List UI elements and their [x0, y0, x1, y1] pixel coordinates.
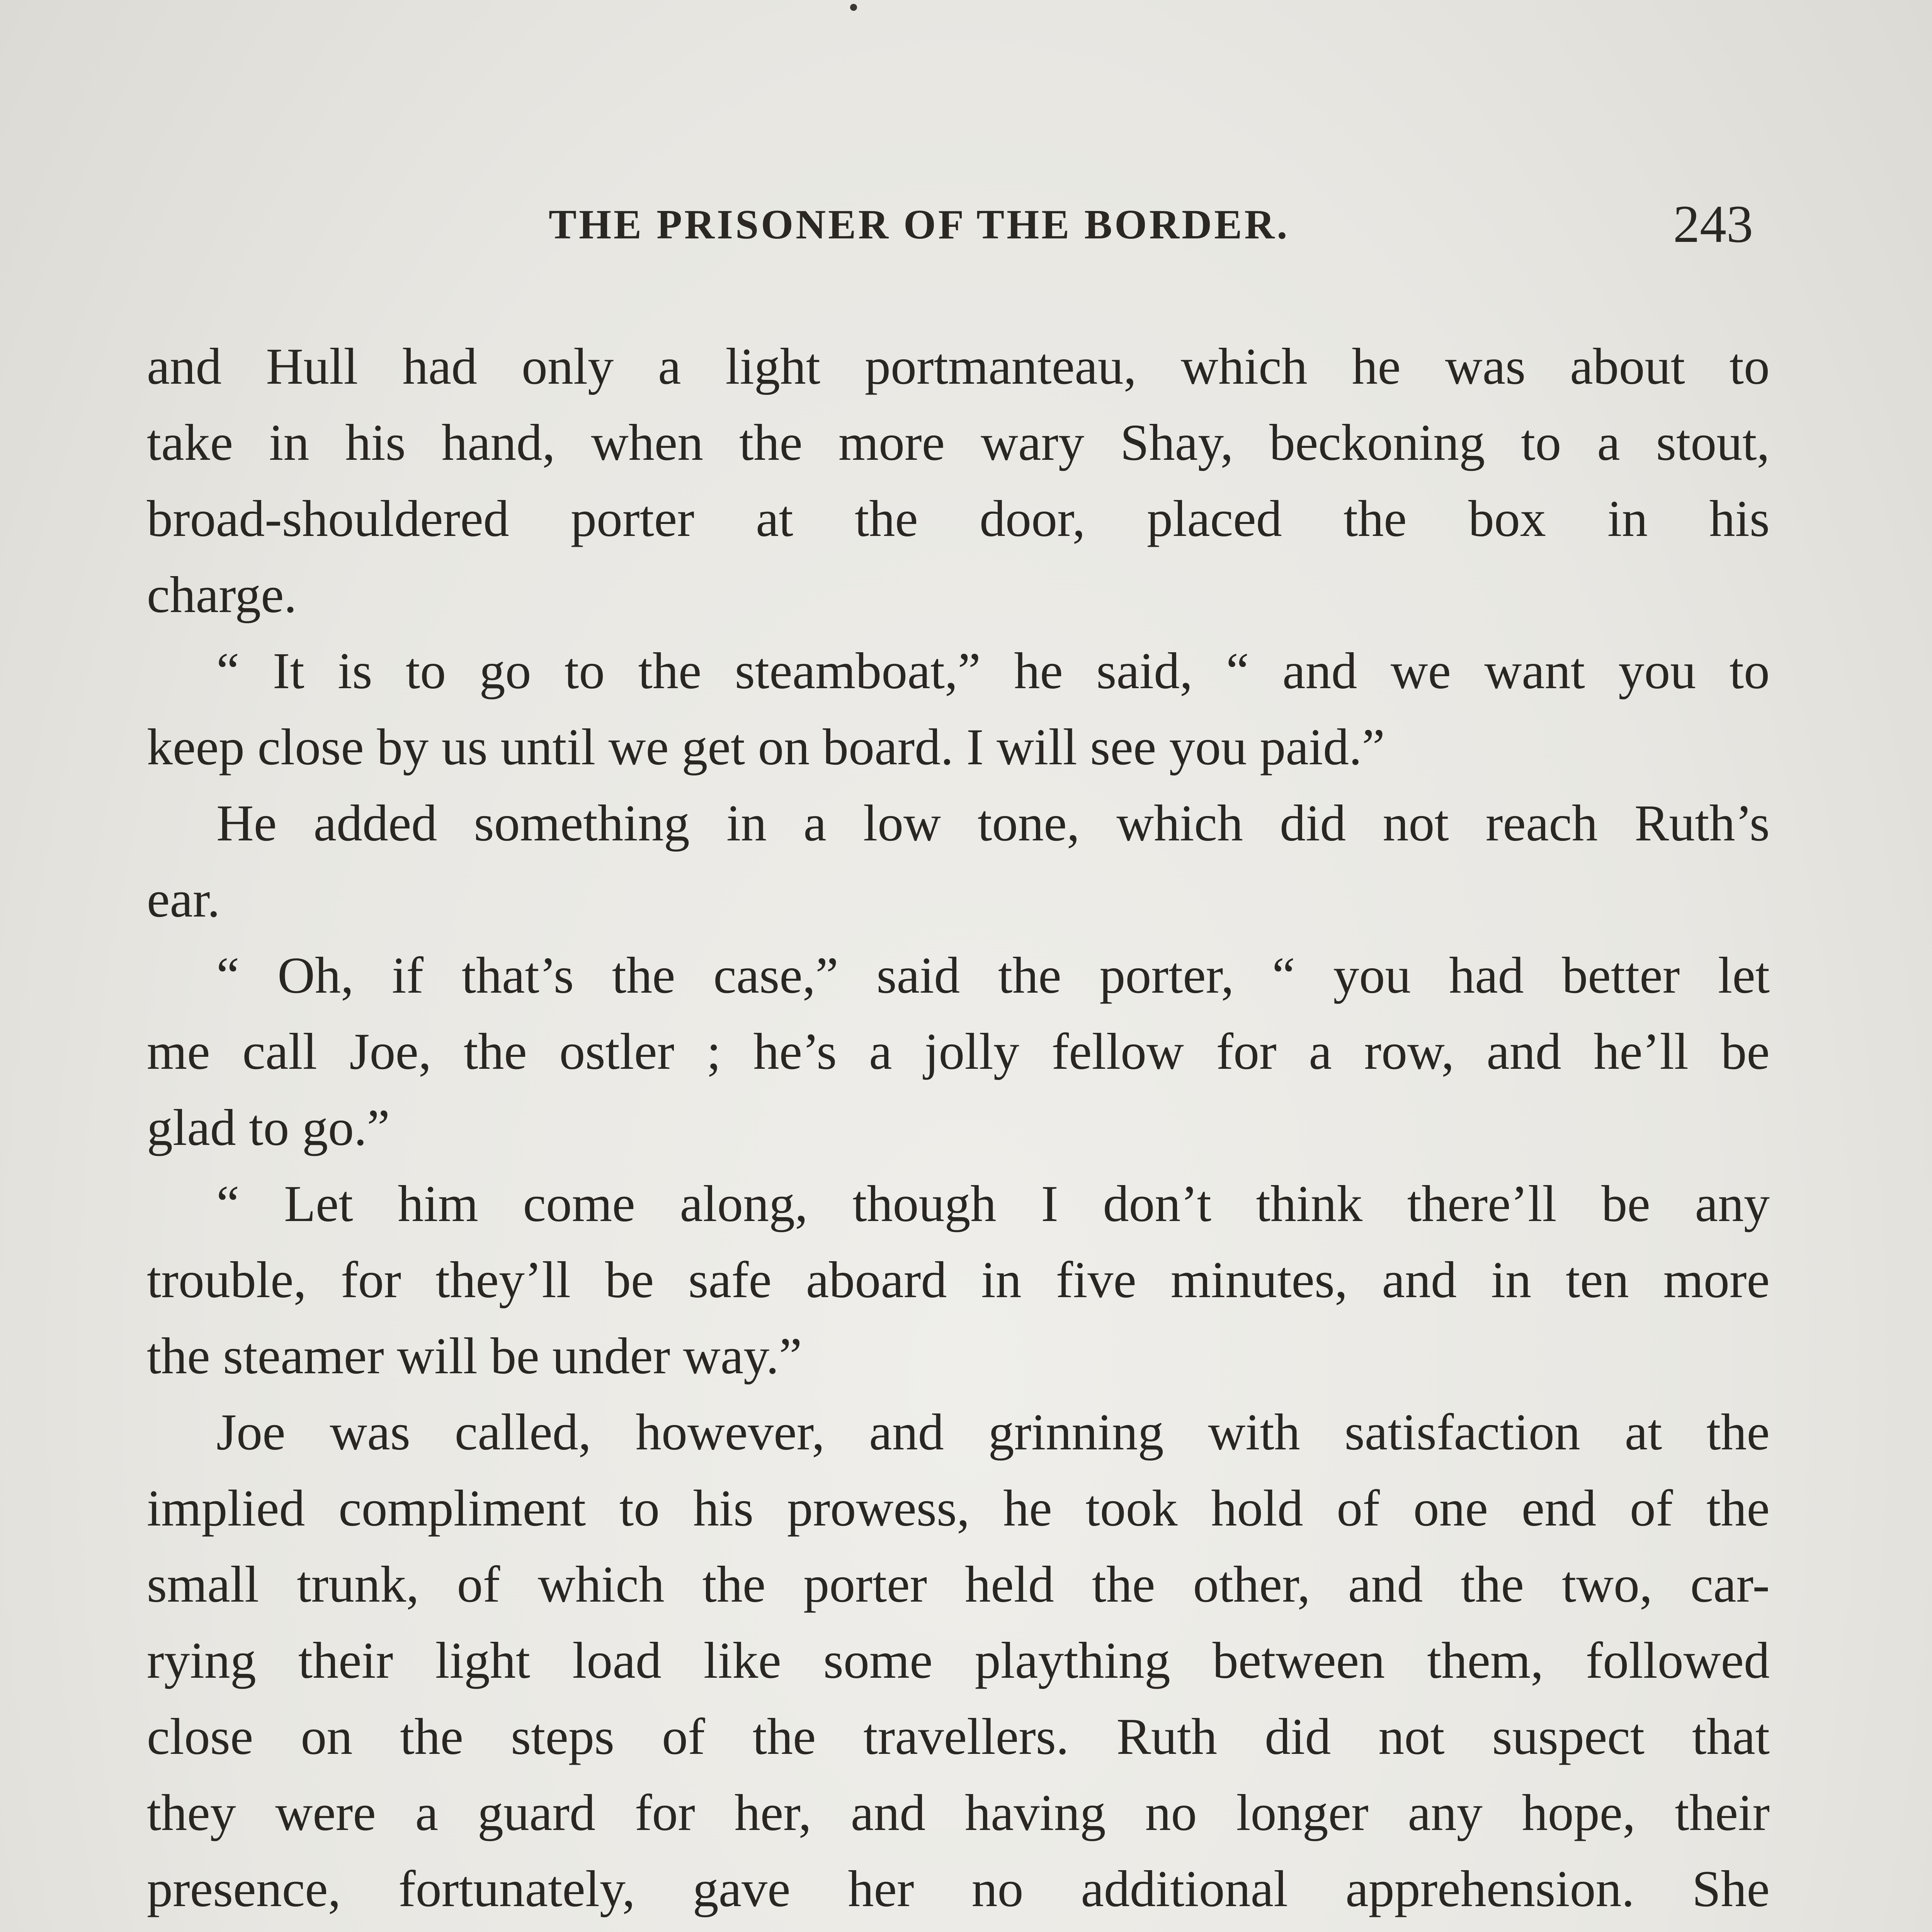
running-title: THE PRISONER OF THE BORDER. [549, 202, 1290, 248]
text-line: me call Joe, the ostler ; he’s a jolly fellow for a row, and he’ll be [147, 1023, 1770, 1080]
text-line: “ Oh, if that’s the case,” said the porter, “ you had better let [216, 947, 1770, 1004]
text-line: implied compliment to his prowess, he took hold of one end of the [147, 1480, 1770, 1537]
text-line: presence, fortunately, gave her no additional apprehension. She [147, 1860, 1770, 1917]
ink-speck [850, 4, 857, 11]
text-line: take in his hand, when the more wary Shay, beckoning to a stout, [147, 414, 1770, 471]
text-line: and Hull had only a light portmanteau, which he was about to [147, 338, 1770, 395]
text-line: close on the steps of the travellers. Ruth did not suspect that [147, 1708, 1770, 1765]
text-line: trouble, for they’ll be safe aboard in five minutes, and in ten more [147, 1251, 1770, 1308]
text-line [147, 1927, 1770, 1932]
text-line: charge. [147, 566, 297, 623]
text-line: “ It is to go to the steamboat,” he said, “ and we want you to [216, 642, 1770, 699]
text-line: broad-shouldered porter at the door, placed the box in his [147, 490, 1770, 547]
page-header [0, 193, 1932, 255]
body-text [147, 328, 1770, 1932]
text-line: ear. [147, 871, 220, 928]
text-line: glad to go.” [147, 1099, 390, 1156]
text-line: small trunk, of which the porter held the other, and the two, car- [147, 1556, 1770, 1613]
text-line: “ Let him come along, though I don’t think there’ll be any [216, 1175, 1770, 1232]
text-line: rying their light load like some plaything between them, followed [147, 1632, 1770, 1689]
text-line: Joe was called, however, and grinning with satisfaction at the [216, 1403, 1770, 1461]
text-line: He added something in a low tone, which did not reach Ruth’s [216, 794, 1770, 852]
text-line: the steamer will be under way.” [147, 1327, 802, 1384]
page-number: 243 [1673, 194, 1753, 253]
text-line: they were a guard for her, and having no longer any hope, their [147, 1784, 1770, 1841]
text-line: keep close by us until we get on board. I will see you paid.” [147, 718, 1385, 776]
